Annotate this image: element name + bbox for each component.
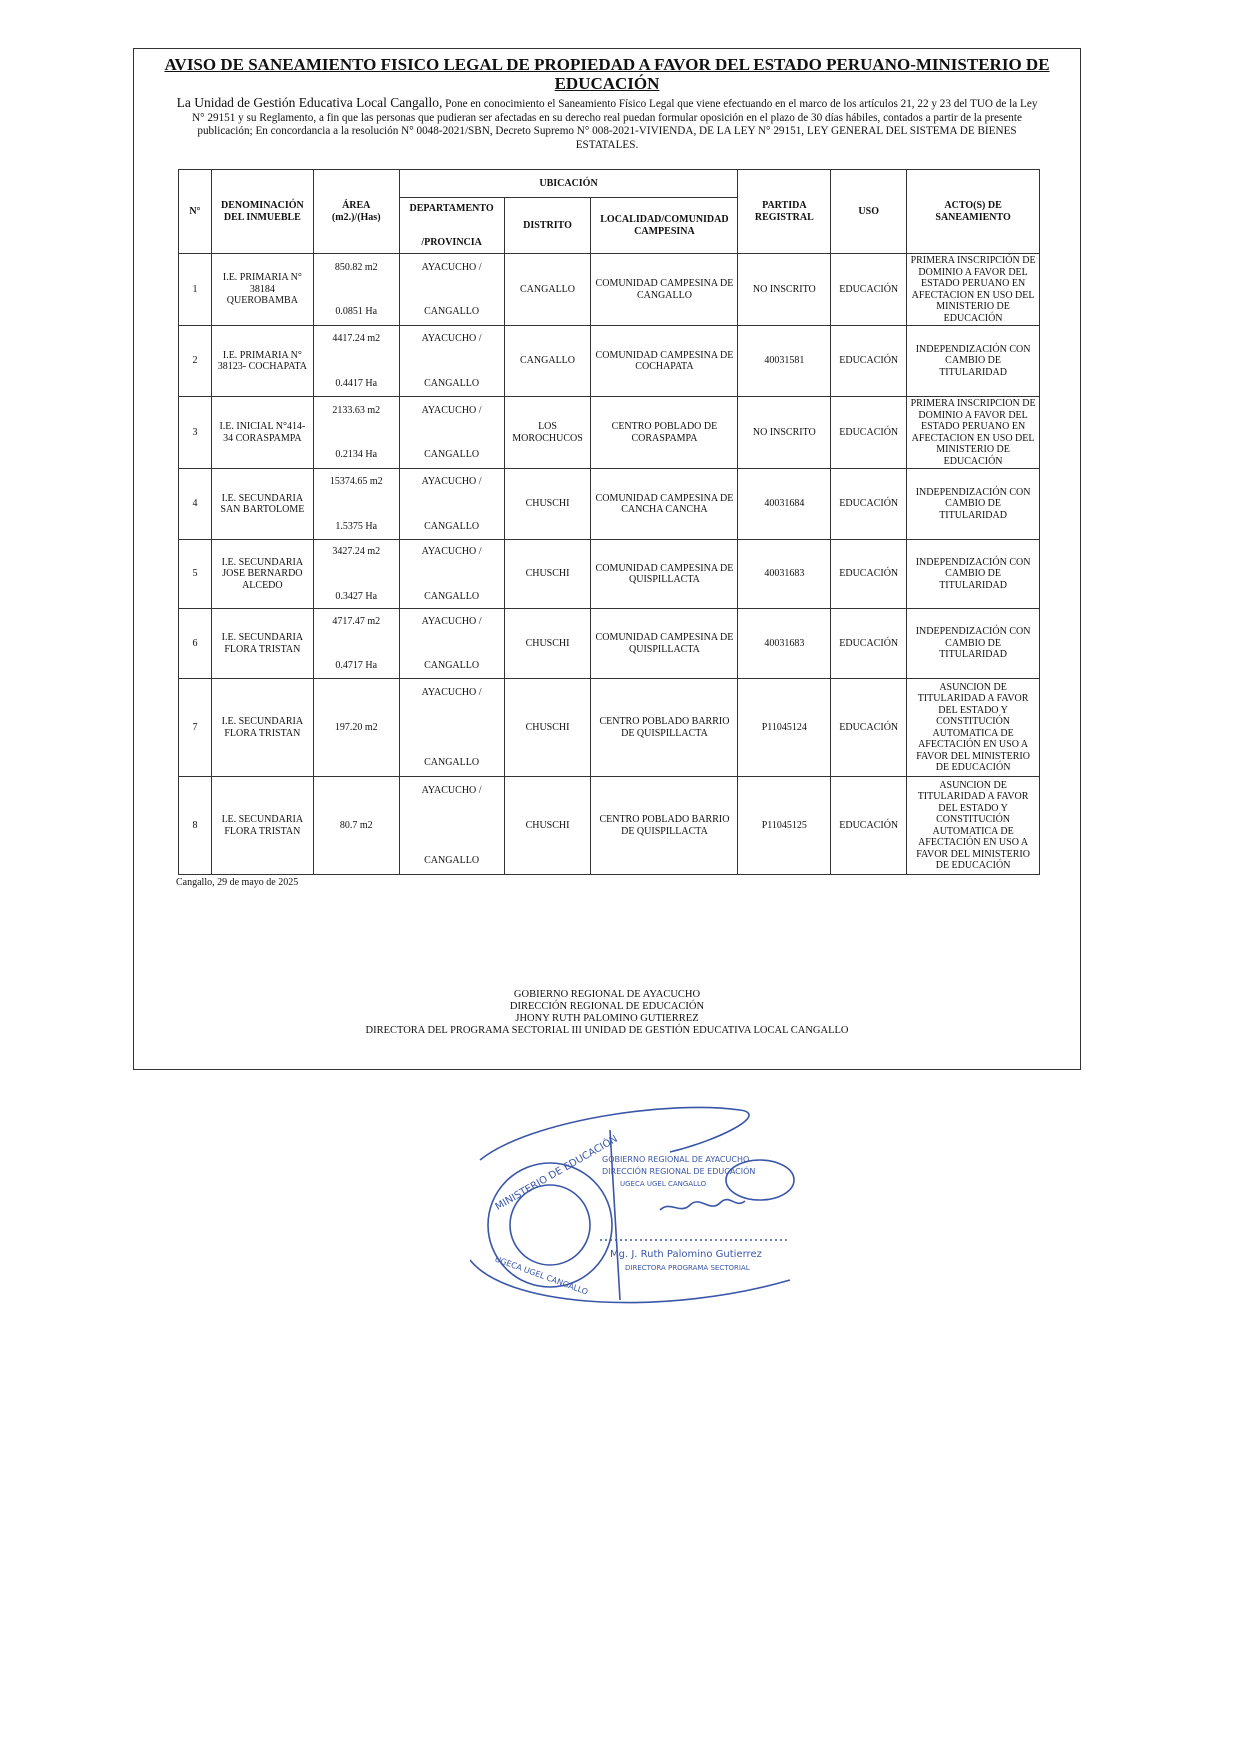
departamento: AYACUCHO / — [421, 333, 482, 344]
signature-loop — [726, 1160, 794, 1200]
cell-area — [313, 609, 399, 679]
departamento: AYACUCHO / — [421, 546, 482, 557]
area-ha: 1.5375 Ha — [335, 520, 378, 532]
departamento: AYACUCHO / — [421, 261, 482, 273]
cell-localidad: COMUNIDAD CAMPESINA DE COCHAPATA — [591, 326, 738, 397]
area-m2: 2133.63 m2 — [332, 404, 381, 416]
cell-actos: PRIMERA INSCRIPCION DE DOMINIO A FAVOR DEL ESTADO PERUANO EN AFECTACION EN USO DEL MINISTERIO DE EDUCACIÓN — [907, 397, 1040, 469]
header-num: N° — [179, 170, 212, 254]
footer-line-2: DIRECCIÓN REGIONAL DE EDUCACIÓN — [509, 1001, 705, 1012]
cell-area — [313, 254, 399, 326]
departamento: AYACUCHO / — [421, 686, 482, 698]
cell-localidad: COMUNIDAD CAMPESINA DE CANGALLO — [591, 254, 738, 326]
cell-actos: INDEPENDIZACIÓN CON CAMBIO DE TITULARIDAD — [907, 609, 1040, 679]
cell-partida: P11045124 — [738, 679, 831, 777]
area-ha: 0.2134 Ha — [335, 449, 378, 460]
area-ha: 0.4717 Ha — [335, 660, 378, 671]
area-m2: 850.82 m2 — [334, 261, 378, 273]
provincia: CANGALLO — [424, 449, 480, 460]
official-stamp — [470, 1100, 870, 1320]
cell-uso: EDUCACIÓN — [831, 469, 907, 540]
cell-distrito: CHUSCHI — [504, 540, 591, 609]
provincia: CANGALLO — [424, 306, 480, 317]
stamp-line-3: UGECA UGEL CANGALLO — [620, 1180, 707, 1188]
cell-partida: P11045125 — [738, 777, 831, 875]
cell-num: 7 — [179, 679, 212, 777]
cell-localidad: COMUNIDAD CAMPESINA DE CANCHA CANCHA — [591, 469, 738, 540]
cell-departamento — [399, 777, 504, 875]
seal-bottom-text: UGECA UGEL CANGALLO — [493, 1254, 590, 1297]
intro-body: Pone en conocimiento el Saneamiento Físico Legal que viene efectuando en el marco de los artículos 21, 22 y 23 del TUO de la Ley N° 29151 y su Reglamento, a fin que las personas que pudieran ser afectadas en su derecho real puedan formular oposición en el plazo de 30 días hábiles, contados a partir de la presente publicación; En concordancia a la resolución N° 0048-2021/SBN, Decreto Supremo N° 008-2021-VIVIENDA, DE LA LEY N° 29151, LEY GENERAL DEL SISTEMA DE BIENES ESTATALES. — [192, 98, 1038, 151]
cell-uso: EDUCACIÓN — [831, 540, 907, 609]
cell-num: 8 — [179, 777, 212, 875]
departamento: AYACUCHO / — [421, 615, 482, 627]
departamento: AYACUCHO / — [421, 404, 482, 416]
cell-localidad: COMUNIDAD CAMPESINA DE QUISPILLACTA — [591, 609, 738, 679]
signature-flourish-top — [480, 1107, 749, 1160]
cell-area — [313, 540, 399, 609]
cell-num: 2 — [179, 326, 212, 397]
cell-num: 1 — [179, 254, 212, 326]
cell-distrito: LOS MOROCHUCOS — [504, 397, 591, 469]
cell-actos: INDEPENDIZACIÓN CON CAMBIO DE TITULARIDAD — [907, 540, 1040, 609]
header-departamento-2: /PROVINCIA — [421, 237, 482, 248]
area-m2: 3427.24 m2 — [332, 546, 381, 557]
header-distrito: DISTRITO — [504, 198, 591, 254]
cell-uso: EDUCACIÓN — [831, 609, 907, 679]
cell-localidad: CENTRO POBLADO BARRIO DE QUISPILLACTA — [591, 777, 738, 875]
cell-actos: INDEPENDIZACIÓN CON CAMBIO DE TITULARIDAD — [907, 469, 1040, 540]
cell-partida: 40031581 — [738, 326, 831, 397]
intro-paragraph — [174, 96, 1040, 152]
table-row — [179, 609, 1040, 679]
cell-departamento — [399, 679, 504, 777]
seal-ring-text: MINISTERIO DE EDUCACIÓN — [493, 1133, 620, 1213]
provincia: CANGALLO — [424, 520, 480, 532]
area-m2: 15374.65 m2 — [329, 476, 383, 487]
cell-area — [313, 326, 399, 397]
cell-area — [313, 469, 399, 540]
cell-denominacion: I.E. SECUNDARIA JOSE BERNARDO ALCEDO — [211, 540, 313, 609]
cell-departamento — [399, 254, 504, 326]
cell-denominacion: I.E. SECUNDARIA FLORA TRISTAN — [211, 609, 313, 679]
table-row — [179, 469, 1040, 540]
header-area: ÁREA (m2.)/(Has) — [313, 170, 399, 254]
area-ha: 0.4417 Ha — [335, 377, 378, 389]
header-ubicacion: UBICACIÓN — [399, 170, 738, 198]
header-denominacion: DENOMINACIÓN DEL INMUEBLE — [211, 170, 313, 254]
cell-actos: INDEPENDIZACIÓN CON CAMBIO DE TITULARIDAD — [907, 326, 1040, 397]
header-uso: USO — [831, 170, 907, 254]
cell-num: 4 — [179, 469, 212, 540]
table-row — [179, 397, 1040, 469]
cell-denominacion: I.E. SECUNDARIA FLORA TRISTAN — [211, 679, 313, 777]
cell-partida: 40031683 — [738, 540, 831, 609]
stamp-signer: Mg. J. Ruth Palomino Gutierrez — [610, 1249, 762, 1260]
provincia: CANGALLO — [424, 757, 480, 768]
cell-distrito: CHUSCHI — [504, 777, 591, 875]
cell-denominacion: I.E. PRIMARIA N° 38123- COCHAPATA — [211, 326, 313, 397]
cell-distrito: CANGALLO — [504, 254, 591, 326]
footer-line-3: JHONY RUTH PALOMINO GUTIERREZ — [515, 1013, 699, 1024]
cell-partida: 40031683 — [738, 609, 831, 679]
stamp-line-1: GOBIERNO REGIONAL DE AYACUCHO — [602, 1155, 750, 1164]
cell-actos: PRIMERA INSCRIPCIÓN DE DOMINIO A FAVOR DEL ESTADO PERUANO EN AFECTACION EN USO DEL MINISTERIO DE EDUCACIÓN — [907, 254, 1040, 326]
provincia: CANGALLO — [424, 377, 480, 389]
cell-denominacion: I.E. INICIAL N°414-34 CORASPAMPA — [211, 397, 313, 469]
footer-line-1: GOBIERNO REGIONAL DE AYACUCHO — [513, 989, 701, 1000]
intro-lead: La Unidad de Gestión Educativa Local Cangallo, — [176, 95, 443, 110]
table-row — [179, 254, 1040, 326]
cell-actos: ASUNCION DE TITULARIDAD A FAVOR DEL ESTADO Y CONSTITUCIÓN AUTOMATICA DE AFECTACIÓN EN USO A FAVOR DEL MINISTERIO DE EDUCACIÓN — [907, 777, 1040, 875]
signature-block — [134, 989, 1080, 1037]
cell-uso: EDUCACIÓN — [831, 777, 907, 875]
cell-departamento — [399, 540, 504, 609]
provincia: CANGALLO — [424, 855, 480, 866]
notice-title: AVISO DE SANEAMIENTO FISICO LEGAL DE PROPIEDAD A FAVOR DEL ESTADO PERUANO-MINISTERIO DE EDUCACIÓN — [164, 55, 1050, 93]
cell-departamento — [399, 397, 504, 469]
header-departamento — [399, 198, 504, 254]
cell-distrito: CHUSCHI — [504, 679, 591, 777]
cell-departamento — [399, 609, 504, 679]
date-line: Cangallo, 29 de mayo de 2025 — [176, 877, 299, 888]
area-m2: 4717.47 m2 — [332, 615, 381, 627]
cell-partida: NO INSCRITO — [738, 397, 831, 469]
cell-num: 6 — [179, 609, 212, 679]
table-row — [179, 540, 1040, 609]
cell-localidad: CENTRO POBLADO DE CORASPAMPA — [591, 397, 738, 469]
stamp-line-2: DIRECCIÓN REGIONAL DE EDUCACIÓN — [602, 1167, 756, 1176]
cell-uso: EDUCACIÓN — [831, 679, 907, 777]
stamp-signer-title: DIRECTORA PROGRAMA SECTORIAL — [625, 1264, 750, 1272]
table-row — [179, 326, 1040, 397]
cell-denominacion: I.E. PRIMARIA N° 38184 QUEROBAMBA — [211, 254, 313, 326]
cell-area — [313, 397, 399, 469]
cell-distrito: CHUSCHI — [504, 469, 591, 540]
header-actos: ACTO(S) DE SANEAMIENTO — [907, 170, 1040, 254]
cell-uso: EDUCACIÓN — [831, 397, 907, 469]
area-ha: 0.3427 Ha — [335, 590, 378, 602]
area-m2: 4417.24 m2 — [332, 333, 381, 344]
cell-localidad: COMUNIDAD CAMPESINA DE QUISPILLACTA — [591, 540, 738, 609]
cell-denominacion: I.E. SECUNDARIA SAN BARTOLOME — [211, 469, 313, 540]
departamento: AYACUCHO / — [421, 476, 482, 487]
cell-departamento — [399, 326, 504, 397]
header-partida: PARTIDA REGISTRAL — [738, 170, 831, 254]
footer-line-4: DIRECTORA DEL PROGRAMA SECTORIAL III UNIDAD DE GESTIÓN EDUCATIVA LOCAL CANGALLO — [365, 1025, 849, 1036]
cell-localidad: CENTRO POBLADO BARRIO DE QUISPILLACTA — [591, 679, 738, 777]
header-departamento-1: DEPARTAMENTO — [409, 202, 494, 214]
cell-num: 3 — [179, 397, 212, 469]
header-localidad: LOCALIDAD/COMUNIDAD CAMPESINA — [591, 198, 738, 254]
provincia: CANGALLO — [424, 590, 480, 602]
cell-distrito: CHUSCHI — [504, 609, 591, 679]
area-ha: 0.0851 Ha — [335, 306, 378, 317]
departamento: AYACUCHO / — [421, 784, 482, 796]
cell-area: 197.20 m2 — [313, 679, 399, 777]
cell-uso: EDUCACIÓN — [831, 254, 907, 326]
cell-partida: 40031684 — [738, 469, 831, 540]
cell-denominacion: I.E. SECUNDARIA FLORA TRISTAN — [211, 777, 313, 875]
cell-actos: ASUNCION DE TITULARIDAD A FAVOR DEL ESTADO Y CONSTITUCIÓN AUTOMATICA DE AFECTACIÓN EN USO A FAVOR DEL MINISTERIO DE EDUCACIÓN — [907, 679, 1040, 777]
cell-num: 5 — [179, 540, 212, 609]
table-row — [179, 679, 1040, 777]
cell-partida: NO INSCRITO — [738, 254, 831, 326]
cell-departamento — [399, 469, 504, 540]
signature-scribble — [660, 1200, 745, 1210]
provincia: CANGALLO — [424, 660, 480, 671]
cell-distrito: CANGALLO — [504, 326, 591, 397]
cell-area: 80.7 m2 — [313, 777, 399, 875]
notice-frame — [133, 48, 1081, 1070]
cell-uso: EDUCACIÓN — [831, 326, 907, 397]
table-row — [179, 777, 1040, 875]
property-table — [178, 169, 1040, 875]
